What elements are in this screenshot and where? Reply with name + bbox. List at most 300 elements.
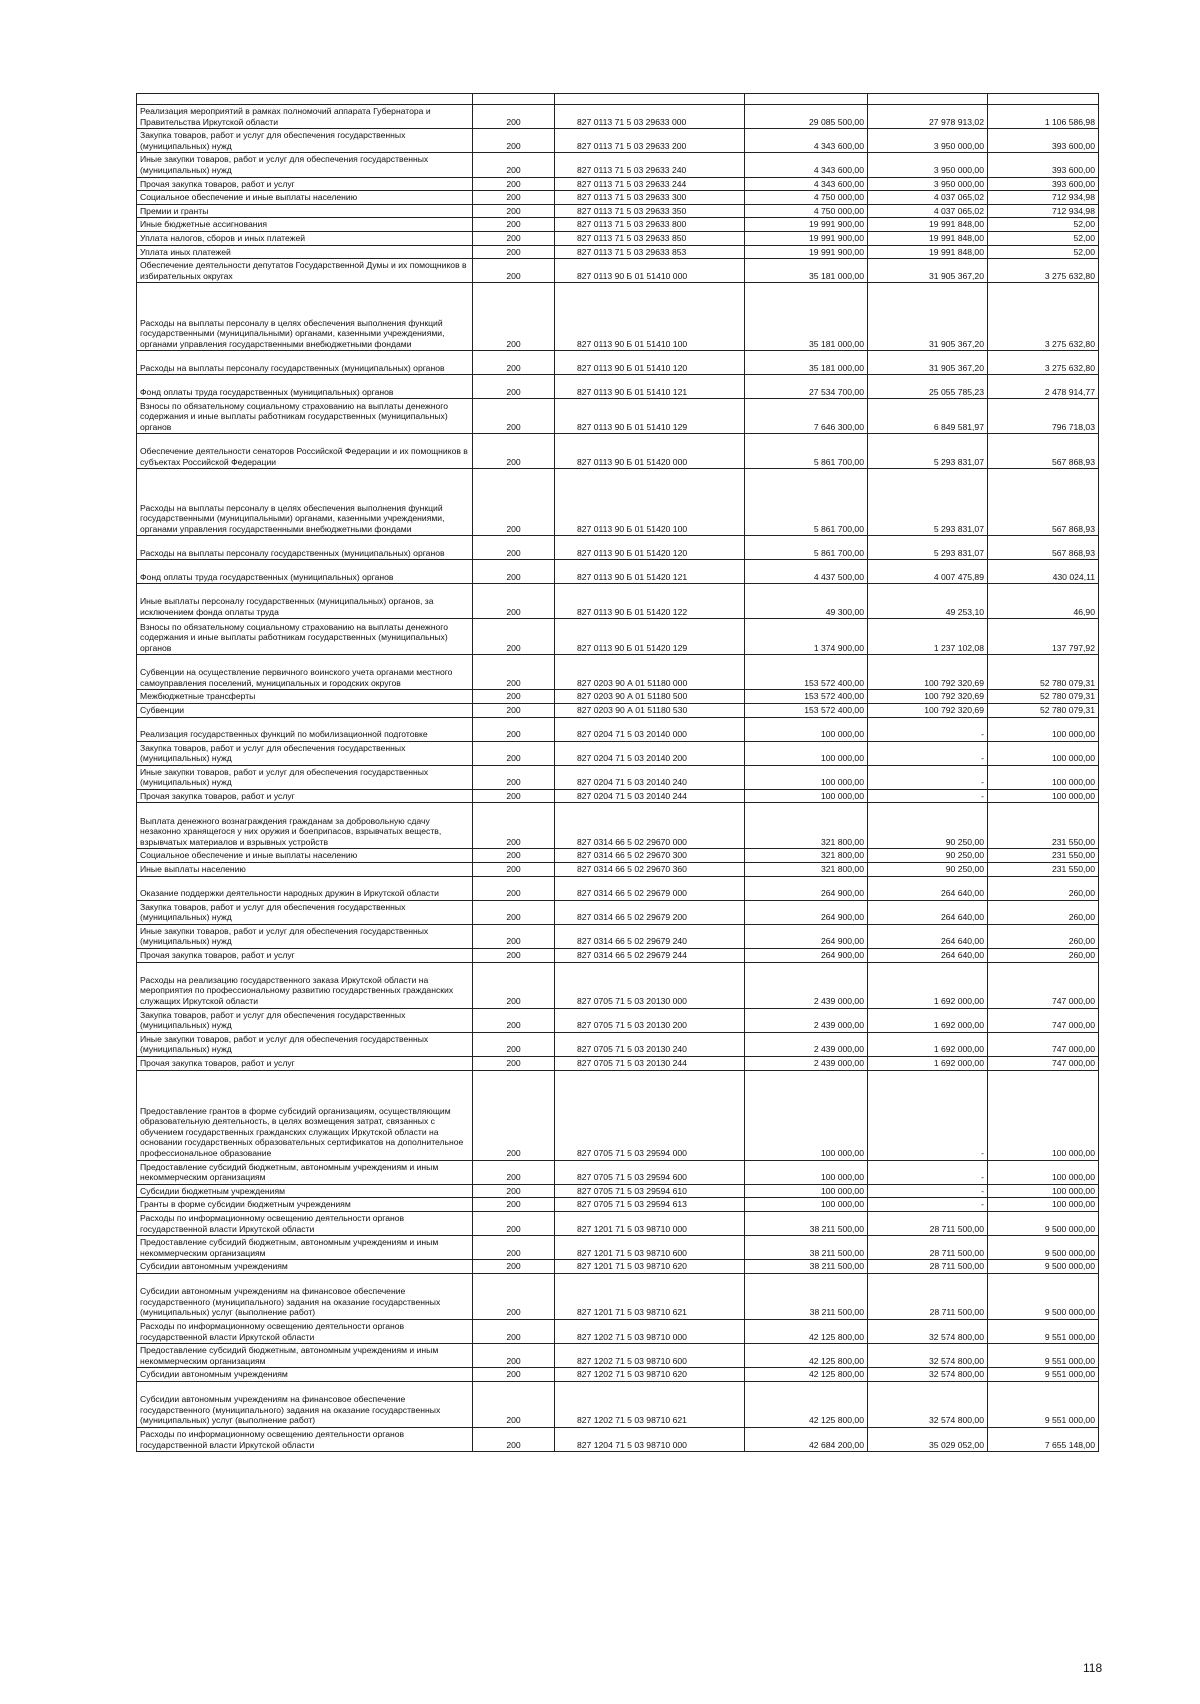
row-name-cell: Иные закупки товаров, работ и услуг для обеспечения государственных (муниципальных) нужд: [137, 924, 473, 948]
row-unexecuted-amount-cell: 7 655 148,00: [988, 1427, 1099, 1451]
row-budget-code-cell: 827 0113 90 Б 01 51420 100: [555, 469, 745, 536]
row-budget-code-cell: 827 0314 66 5 02 29679 200: [555, 900, 745, 924]
row-line-code-cell: 200: [473, 105, 555, 129]
row-line-code-cell: 200: [473, 399, 555, 434]
table-row: [137, 1032, 1099, 1056]
row-budget-code-cell: 827 0113 90 Б 01 51410 120: [555, 351, 745, 375]
table-row: [137, 1368, 1099, 1382]
table-row: [137, 560, 1099, 584]
row-executed-amount-cell: 4 037 065,02: [868, 204, 988, 218]
row-name-cell: Расходы по информационному освещению деятельности органов государственной власти Иркутской области: [137, 1319, 473, 1343]
row-budget-code-cell: 827 0705 71 5 03 20130 244: [555, 1057, 745, 1071]
row-approved-amount-cell: 19 991 900,00: [745, 231, 868, 245]
row-unexecuted-amount-cell: 1 106 586,98: [988, 105, 1099, 129]
row-budget-code-cell: 827 1201 71 5 03 98710 600: [555, 1236, 745, 1260]
row-executed-amount-cell: 32 574 800,00: [868, 1368, 988, 1382]
row-unexecuted-amount-cell: 46,90: [988, 584, 1099, 619]
table-row: [137, 218, 1099, 232]
row-approved-amount-cell: 100 000,00: [745, 741, 868, 765]
row-name-cell: Фонд оплаты труда государственных (муниципальных) органов: [137, 560, 473, 584]
row-name-cell: Иные закупки товаров, работ и услуг для обеспечения государственных (муниципальных) нужд: [137, 153, 473, 177]
row-budget-code-cell: 827 0113 90 Б 01 51410 100: [555, 283, 745, 351]
row-executed-amount-cell: 1 692 000,00: [868, 962, 988, 1008]
row-line-code-cell: 200: [473, 204, 555, 218]
table-row: [137, 1211, 1099, 1235]
row-budget-code-cell: 827 0204 71 5 03 20140 244: [555, 789, 745, 803]
table-row: [137, 536, 1099, 560]
row-budget-code-cell: 827 1204 71 5 03 98710 000: [555, 1427, 745, 1451]
row-approved-amount-cell: 5 861 700,00: [745, 434, 868, 469]
row-name-cell: Предоставление субсидий бюджетным, автономным учреждениям и иным некоммерческим организациям: [137, 1236, 473, 1260]
row-executed-amount-cell: 28 711 500,00: [868, 1236, 988, 1260]
row-budget-code-cell: 827 0204 71 5 03 20140 240: [555, 765, 745, 789]
row-unexecuted-amount-cell: 9 500 000,00: [988, 1236, 1099, 1260]
row-unexecuted-amount-cell: 393 600,00: [988, 177, 1099, 191]
row-name-cell: Закупка товаров, работ и услуг для обеспечения государственных (муниципальных) нужд: [137, 741, 473, 765]
row-approved-amount-cell: 100 000,00: [745, 1184, 868, 1198]
row-executed-amount-cell: -: [868, 1198, 988, 1212]
row-budget-code-cell: 827 1201 71 5 03 98710 620: [555, 1260, 745, 1274]
table-row: [137, 231, 1099, 245]
row-executed-amount-cell: 100 792 320,69: [868, 655, 988, 690]
row-name-cell: Прочая закупка товаров, работ и услуг: [137, 789, 473, 803]
row-line-code-cell: 200: [473, 863, 555, 877]
row-line-code-cell: 200: [473, 1160, 555, 1184]
table-row: [137, 765, 1099, 789]
budget-execution-table: [136, 93, 1099, 1452]
row-line-code-cell: 200: [473, 655, 555, 690]
row-approved-amount-cell: 153 572 400,00: [745, 703, 868, 717]
row-unexecuted-amount-cell: 3 275 632,80: [988, 259, 1099, 283]
row-name-cell: Расходы на выплаты персоналу в целях обеспечения выполнения функций государственными (муниципальными) органами, казенными учреждениями, органами управления государственными внебюджетными фондами: [137, 469, 473, 536]
row-budget-code-cell: 827 1202 71 5 03 98710 600: [555, 1344, 745, 1368]
row-executed-amount-cell: 264 640,00: [868, 949, 988, 963]
row-line-code-cell: 200: [473, 1236, 555, 1260]
row-approved-amount-cell: 2 439 000,00: [745, 1008, 868, 1032]
table-body: [137, 94, 1099, 1452]
row-executed-amount-cell: 264 640,00: [868, 924, 988, 948]
row-budget-code-cell: 827 0203 90 А 01 51180 530: [555, 703, 745, 717]
row-budget-code-cell: 827 0113 90 Б 01 51420 122: [555, 584, 745, 619]
row-unexecuted-amount-cell: 100 000,00: [988, 789, 1099, 803]
row-executed-amount-cell: -: [868, 1070, 988, 1160]
table-row: [137, 1070, 1099, 1160]
row-executed-amount-cell: 19 991 848,00: [868, 245, 988, 259]
row-budget-code-cell: 827 0113 90 Б 01 51420 120: [555, 536, 745, 560]
row-line-code-cell: 200: [473, 218, 555, 232]
row-budget-code-cell: 827 1201 71 5 03 98710 000: [555, 1211, 745, 1235]
row-budget-code-cell: 827 0314 66 5 02 29679 244: [555, 949, 745, 963]
row-unexecuted-amount-cell: 3 275 632,80: [988, 283, 1099, 351]
row-approved-amount-cell: 100 000,00: [745, 765, 868, 789]
row-name-cell: Гранты в форме субсидии бюджетным учреждениям: [137, 1198, 473, 1212]
row-line-code-cell: 200: [473, 1184, 555, 1198]
table-row: [137, 153, 1099, 177]
row-line-code-cell: 200: [473, 1368, 555, 1382]
row-executed-amount-cell: 90 250,00: [868, 803, 988, 849]
row-approved-amount-cell: 264 900,00: [745, 924, 868, 948]
table-row: [137, 434, 1099, 469]
row-name-cell: Прочая закупка товаров, работ и услуг: [137, 177, 473, 191]
row-executed-amount-cell: 31 905 367,20: [868, 259, 988, 283]
row-executed-amount-cell: 100 792 320,69: [868, 690, 988, 704]
row-unexecuted-amount-cell: 100 000,00: [988, 1070, 1099, 1160]
row-budget-code-cell: 827 0113 71 5 03 29633 850: [555, 231, 745, 245]
row-executed-amount-cell: 31 905 367,20: [868, 351, 988, 375]
row-executed-amount-cell: 28 711 500,00: [868, 1211, 988, 1235]
row-line-code-cell: 200: [473, 1319, 555, 1343]
row-line-code-cell: 200: [473, 703, 555, 717]
row-unexecuted-amount-cell: 430 024,11: [988, 560, 1099, 584]
table-row: [137, 1381, 1099, 1427]
row-approved-amount-cell: 38 211 500,00: [745, 1273, 868, 1319]
row-line-code-cell: 200: [473, 375, 555, 399]
row-executed-amount-cell: 5 293 831,07: [868, 434, 988, 469]
row-budget-code-cell: 827 0113 71 5 03 29633 300: [555, 191, 745, 205]
row-name-cell: Расходы на выплаты персоналу государственных (муниципальных) органов: [137, 351, 473, 375]
row-line-code-cell: 200: [473, 469, 555, 536]
row-unexecuted-amount-cell: 100 000,00: [988, 1198, 1099, 1212]
row-unexecuted-amount-cell: 52 780 079,31: [988, 703, 1099, 717]
row-approved-amount-cell: 264 900,00: [745, 900, 868, 924]
row-budget-code-cell: 827 1202 71 5 03 98710 000: [555, 1319, 745, 1343]
row-executed-amount-cell: 1 237 102,08: [868, 619, 988, 655]
row-line-code-cell: 200: [473, 153, 555, 177]
row-budget-code-cell: 827 0113 71 5 03 29633 244: [555, 177, 745, 191]
row-approved-amount-cell: 19 991 900,00: [745, 218, 868, 232]
row-approved-amount-cell: 264 900,00: [745, 876, 868, 900]
table-row: [137, 105, 1099, 129]
row-approved-amount-cell: 264 900,00: [745, 949, 868, 963]
row-line-code-cell: 200: [473, 1032, 555, 1056]
row-name-cell: Выплата денежного вознаграждения гражданам за добровольную сдачу незаконно хранящегося у них оружия и боеприпасов, взрывчатых веществ, взрывчатых материалов и взрывных устройств: [137, 803, 473, 849]
row-budget-code-cell: 827 0705 71 5 03 29594 000: [555, 1070, 745, 1160]
row-unexecuted-amount-cell: 393 600,00: [988, 153, 1099, 177]
row-budget-code-cell: 827 0113 90 Б 01 51420 000: [555, 434, 745, 469]
row-approved-amount-cell: 4 750 000,00: [745, 191, 868, 205]
row-unexecuted-amount-cell: 9 551 000,00: [988, 1344, 1099, 1368]
table-row: [137, 1184, 1099, 1198]
row-executed-amount-cell: 5 293 831,07: [868, 536, 988, 560]
row-unexecuted-amount-cell: 9 551 000,00: [988, 1319, 1099, 1343]
table-row: [137, 949, 1099, 963]
row-line-code-cell: 200: [473, 191, 555, 205]
row-executed-amount-cell: 35 029 052,00: [868, 1427, 988, 1451]
row-unexecuted-amount-cell: 747 000,00: [988, 1057, 1099, 1071]
row-name-cell: Субсидии бюджетным учреждениям: [137, 1184, 473, 1198]
row-executed-amount-cell: 1 692 000,00: [868, 1057, 988, 1071]
row-executed-amount-cell: 32 574 800,00: [868, 1381, 988, 1427]
row-executed-amount-cell: 5 293 831,07: [868, 469, 988, 536]
row-approved-amount-cell: 42 125 800,00: [745, 1381, 868, 1427]
table-row: [137, 803, 1099, 849]
table-row: [137, 924, 1099, 948]
row-name-cell: Обеспечение деятельности депутатов Государственной Думы и их помощников в избирательных округах: [137, 259, 473, 283]
row-line-code-cell: 200: [473, 1198, 555, 1212]
table-row: [137, 690, 1099, 704]
row-name-cell: Субсидии автономным учреждениям: [137, 1260, 473, 1274]
row-unexecuted-amount-cell: 260,00: [988, 924, 1099, 948]
row-unexecuted-amount-cell: 393 600,00: [988, 129, 1099, 153]
row-budget-code-cell: 827 0314 66 5 02 29670 000: [555, 803, 745, 849]
row-executed-amount-cell: -: [868, 1184, 988, 1198]
row-unexecuted-amount-cell: 9 500 000,00: [988, 1260, 1099, 1274]
table-row: [137, 1160, 1099, 1184]
row-executed-amount-cell: 3 950 000,00: [868, 177, 988, 191]
row-unexecuted-amount-cell: 52,00: [988, 245, 1099, 259]
row-name-cell: Предоставление грантов в форме субсидий организациям, осуществляющим образовательную деятельность, в целях возмещения затрат, связанных с обучением государственных гражданских служащих Иркутской области на основании государственных образовательных сертификатов на дополнительное профессиональное образование: [137, 1070, 473, 1160]
row-name-cell: Расходы по информационному освещению деятельности органов государственной власти Иркутской области: [137, 1211, 473, 1235]
row-approved-amount-cell: 4 343 600,00: [745, 153, 868, 177]
row-name-cell: Субвенции: [137, 703, 473, 717]
row-line-code-cell: 200: [473, 1273, 555, 1319]
row-line-code-cell: 200: [473, 560, 555, 584]
row-budget-code-cell: 827 0113 90 Б 01 51410 000: [555, 259, 745, 283]
row-budget-code-cell: 827 0113 71 5 03 29633 240: [555, 153, 745, 177]
row-name-cell: Обеспечение деятельности сенаторов Российской Федерации и их помощников в субъектах Российской Федерации: [137, 434, 473, 469]
row-unexecuted-amount-cell: 52,00: [988, 218, 1099, 232]
row-name-cell: Прочая закупка товаров, работ и услуг: [137, 1057, 473, 1071]
row-approved-amount-cell: 38 211 500,00: [745, 1236, 868, 1260]
table-row: [137, 876, 1099, 900]
row-name-cell: Расходы по информационному освещению деятельности органов государственной власти Иркутской области: [137, 1427, 473, 1451]
row-line-code-cell: 200: [473, 1008, 555, 1032]
row-name-cell: Субсидии автономным учреждениям на финансовое обеспечение государственного (муниципального) задания на оказание государственных (муниципальных) услуг (выполнение работ): [137, 1381, 473, 1427]
table-row: [137, 259, 1099, 283]
row-line-code-cell: 200: [473, 849, 555, 863]
row-budget-code-cell: 827 0113 71 5 03 29633 800: [555, 218, 745, 232]
row-approved-amount-cell: 35 181 000,00: [745, 283, 868, 351]
row-budget-code-cell: 827 0204 71 5 03 20140 000: [555, 717, 745, 741]
row-unexecuted-amount-cell: 9 500 000,00: [988, 1273, 1099, 1319]
row-approved-amount-cell: 1 374 900,00: [745, 619, 868, 655]
table-row: [137, 789, 1099, 803]
row-approved-amount-cell: 5 861 700,00: [745, 536, 868, 560]
row-unexecuted-amount-cell: 567 868,93: [988, 469, 1099, 536]
row-line-code-cell: 200: [473, 741, 555, 765]
row-approved-amount-cell: 2 439 000,00: [745, 962, 868, 1008]
row-budget-code-cell: 827 0705 71 5 03 20130 200: [555, 1008, 745, 1032]
row-approved-amount-cell: 4 437 500,00: [745, 560, 868, 584]
row-unexecuted-amount-cell: 260,00: [988, 876, 1099, 900]
row-approved-amount-cell: 35 181 000,00: [745, 259, 868, 283]
row-executed-amount-cell: -: [868, 717, 988, 741]
row-name-cell: Взносы по обязательному социальному страхованию на выплаты денежного содержания и иные выплаты работникам государственных (муниципальных) органов: [137, 399, 473, 434]
row-budget-code-cell: 827 0314 66 5 02 29679 240: [555, 924, 745, 948]
row-approved-amount-cell: 100 000,00: [745, 1198, 868, 1212]
row-approved-amount-cell: 4 343 600,00: [745, 177, 868, 191]
row-approved-amount-cell: 42 125 800,00: [745, 1368, 868, 1382]
row-approved-amount-cell: 321 800,00: [745, 849, 868, 863]
row-executed-amount-cell: -: [868, 1160, 988, 1184]
row-approved-amount-cell: 100 000,00: [745, 717, 868, 741]
row-approved-amount-cell: 42 125 800,00: [745, 1319, 868, 1343]
row-unexecuted-amount-cell: 9 551 000,00: [988, 1368, 1099, 1382]
row-name-cell: Иные выплаты персоналу государственных (муниципальных) органов, за исключением фонда оплаты труда: [137, 584, 473, 619]
row-executed-amount-cell: 90 250,00: [868, 863, 988, 877]
table-row: [137, 1273, 1099, 1319]
table-header-stub: [137, 94, 1099, 105]
row-unexecuted-amount-cell: 260,00: [988, 900, 1099, 924]
row-line-code-cell: 200: [473, 1211, 555, 1235]
row-executed-amount-cell: 6 849 581,97: [868, 399, 988, 434]
table-row: [137, 283, 1099, 351]
row-unexecuted-amount-cell: 100 000,00: [988, 1160, 1099, 1184]
row-line-code-cell: 200: [473, 536, 555, 560]
row-unexecuted-amount-cell: 2 478 914,77: [988, 375, 1099, 399]
row-unexecuted-amount-cell: 712 934,98: [988, 191, 1099, 205]
row-approved-amount-cell: 42 125 800,00: [745, 1344, 868, 1368]
row-unexecuted-amount-cell: 747 000,00: [988, 1008, 1099, 1032]
table-row: [137, 717, 1099, 741]
row-line-code-cell: 200: [473, 717, 555, 741]
row-approved-amount-cell: 321 800,00: [745, 803, 868, 849]
table-row: [137, 900, 1099, 924]
table-row: [137, 177, 1099, 191]
row-budget-code-cell: 827 0314 66 5 02 29670 300: [555, 849, 745, 863]
table-row: [137, 1236, 1099, 1260]
table-row: [137, 1427, 1099, 1451]
row-executed-amount-cell: 32 574 800,00: [868, 1344, 988, 1368]
row-budget-code-cell: 827 0203 90 А 01 51180 500: [555, 690, 745, 704]
table-row: [137, 1260, 1099, 1274]
row-budget-code-cell: 827 0705 71 5 03 29594 600: [555, 1160, 745, 1184]
row-unexecuted-amount-cell: 3 275 632,80: [988, 351, 1099, 375]
row-unexecuted-amount-cell: 796 718,03: [988, 399, 1099, 434]
row-name-cell: Закупка товаров, работ и услуг для обеспечения государственных (муниципальных) нужд: [137, 129, 473, 153]
row-name-cell: Расходы на реализацию государственного заказа Иркутской области на мероприятия по профессиональному развитию государственных гражданских служащих Иркутской области: [137, 962, 473, 1008]
row-approved-amount-cell: 38 211 500,00: [745, 1211, 868, 1235]
table-row: [137, 703, 1099, 717]
row-line-code-cell: 200: [473, 619, 555, 655]
row-line-code-cell: 200: [473, 690, 555, 704]
table-row: [137, 1198, 1099, 1212]
row-approved-amount-cell: 7 646 300,00: [745, 399, 868, 434]
row-executed-amount-cell: 264 640,00: [868, 900, 988, 924]
row-unexecuted-amount-cell: 100 000,00: [988, 741, 1099, 765]
row-budget-code-cell: 827 0204 71 5 03 20140 200: [555, 741, 745, 765]
row-approved-amount-cell: 2 439 000,00: [745, 1032, 868, 1056]
row-unexecuted-amount-cell: 52,00: [988, 231, 1099, 245]
row-unexecuted-amount-cell: 52 780 079,31: [988, 655, 1099, 690]
row-name-cell: Взносы по обязательному социальному страхованию на выплаты денежного содержания и иные выплаты работникам государственных (муниципальных) органов: [137, 619, 473, 655]
table-row: [137, 1319, 1099, 1343]
row-name-cell: Иные закупки товаров, работ и услуг для обеспечения государственных (муниципальных) нужд: [137, 1032, 473, 1056]
row-name-cell: Субсидии автономным учреждениям на финансовое обеспечение государственного (муниципального) задания на оказание государственных (муниципальных) услуг (выполнение работ): [137, 1273, 473, 1319]
row-executed-amount-cell: -: [868, 741, 988, 765]
row-executed-amount-cell: 3 950 000,00: [868, 129, 988, 153]
row-line-code-cell: 200: [473, 283, 555, 351]
table-row: [137, 962, 1099, 1008]
row-line-code-cell: 200: [473, 177, 555, 191]
row-budget-code-cell: 827 1201 71 5 03 98710 621: [555, 1273, 745, 1319]
row-unexecuted-amount-cell: 231 550,00: [988, 803, 1099, 849]
row-executed-amount-cell: 90 250,00: [868, 849, 988, 863]
table-row: [137, 584, 1099, 619]
row-line-code-cell: 200: [473, 259, 555, 283]
row-name-cell: Предоставление субсидий бюджетным, автономным учреждениям и иным некоммерческим организациям: [137, 1344, 473, 1368]
row-unexecuted-amount-cell: 137 797,92: [988, 619, 1099, 655]
row-executed-amount-cell: 27 978 913,02: [868, 105, 988, 129]
row-name-cell: Премии и гранты: [137, 204, 473, 218]
row-unexecuted-amount-cell: 567 868,93: [988, 434, 1099, 469]
table-row: [137, 375, 1099, 399]
row-budget-code-cell: 827 0705 71 5 03 29594 613: [555, 1198, 745, 1212]
row-approved-amount-cell: 153 572 400,00: [745, 690, 868, 704]
row-line-code-cell: 200: [473, 1427, 555, 1451]
row-executed-amount-cell: 264 640,00: [868, 876, 988, 900]
table-row: [137, 741, 1099, 765]
row-line-code-cell: 200: [473, 584, 555, 619]
row-unexecuted-amount-cell: 567 868,93: [988, 536, 1099, 560]
row-budget-code-cell: 827 0705 71 5 03 29594 610: [555, 1184, 745, 1198]
row-line-code-cell: 200: [473, 434, 555, 469]
row-executed-amount-cell: 4 007 475,89: [868, 560, 988, 584]
row-name-cell: Предоставление субсидий бюджетным, автономным учреждениям и иным некоммерческим организациям: [137, 1160, 473, 1184]
row-approved-amount-cell: 38 211 500,00: [745, 1260, 868, 1274]
row-budget-code-cell: 827 0705 71 5 03 20130 240: [555, 1032, 745, 1056]
row-approved-amount-cell: 4 343 600,00: [745, 129, 868, 153]
row-name-cell: Оказание поддержки деятельности народных дружин в Иркутской области: [137, 876, 473, 900]
row-line-code-cell: 200: [473, 1344, 555, 1368]
row-executed-amount-cell: 3 950 000,00: [868, 153, 988, 177]
row-name-cell: Иные выплаты населению: [137, 863, 473, 877]
row-name-cell: Иные бюджетные ассигнования: [137, 218, 473, 232]
row-budget-code-cell: 827 1202 71 5 03 98710 621: [555, 1381, 745, 1427]
row-approved-amount-cell: 100 000,00: [745, 1070, 868, 1160]
row-approved-amount-cell: 2 439 000,00: [745, 1057, 868, 1071]
row-name-cell: Межбюджетные трансферты: [137, 690, 473, 704]
row-name-cell: Субвенции на осуществление первичного воинского учета органами местного самоуправления поселений, муниципальных и городских округов: [137, 655, 473, 690]
row-budget-code-cell: 827 0203 90 А 01 51180 000: [555, 655, 745, 690]
table-row: [137, 1344, 1099, 1368]
row-budget-code-cell: 827 0113 90 Б 01 51420 121: [555, 560, 745, 584]
row-unexecuted-amount-cell: 747 000,00: [988, 1032, 1099, 1056]
row-executed-amount-cell: 100 792 320,69: [868, 703, 988, 717]
row-line-code-cell: 200: [473, 231, 555, 245]
row-approved-amount-cell: 19 991 900,00: [745, 245, 868, 259]
row-executed-amount-cell: 28 711 500,00: [868, 1273, 988, 1319]
row-budget-code-cell: 827 0113 90 Б 01 51410 129: [555, 399, 745, 434]
row-unexecuted-amount-cell: 52 780 079,31: [988, 690, 1099, 704]
row-approved-amount-cell: 42 684 200,00: [745, 1427, 868, 1451]
row-budget-code-cell: 827 0113 71 5 03 29633 000: [555, 105, 745, 129]
row-line-code-cell: 200: [473, 949, 555, 963]
row-approved-amount-cell: 35 181 000,00: [745, 351, 868, 375]
row-name-cell: Прочая закупка товаров, работ и услуг: [137, 949, 473, 963]
row-executed-amount-cell: -: [868, 765, 988, 789]
table-row: [137, 619, 1099, 655]
page-number: 118: [1083, 1661, 1103, 1675]
row-approved-amount-cell: 29 085 500,00: [745, 105, 868, 129]
table-row: [137, 204, 1099, 218]
row-approved-amount-cell: 49 300,00: [745, 584, 868, 619]
row-budget-code-cell: 827 1202 71 5 03 98710 620: [555, 1368, 745, 1382]
table-row: [137, 129, 1099, 153]
row-unexecuted-amount-cell: 747 000,00: [988, 962, 1099, 1008]
row-executed-amount-cell: 31 905 367,20: [868, 283, 988, 351]
row-line-code-cell: 200: [473, 765, 555, 789]
row-line-code-cell: 200: [473, 1260, 555, 1274]
row-line-code-cell: 200: [473, 351, 555, 375]
row-unexecuted-amount-cell: 100 000,00: [988, 1184, 1099, 1198]
row-executed-amount-cell: 1 692 000,00: [868, 1032, 988, 1056]
row-approved-amount-cell: 4 750 000,00: [745, 204, 868, 218]
row-name-cell: Уплата иных платежей: [137, 245, 473, 259]
row-line-code-cell: 200: [473, 789, 555, 803]
row-name-cell: Закупка товаров, работ и услуг для обеспечения государственных (муниципальных) нужд: [137, 1008, 473, 1032]
row-line-code-cell: 200: [473, 803, 555, 849]
